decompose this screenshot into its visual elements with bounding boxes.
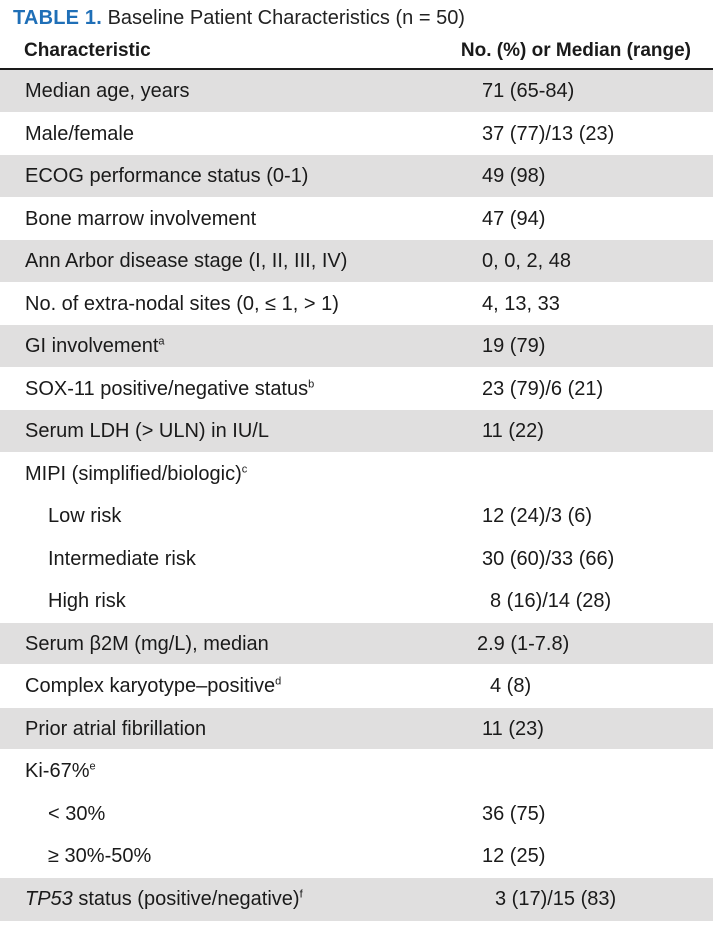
row-value: 36 (75) bbox=[482, 802, 546, 825]
row-label: High risk bbox=[48, 590, 126, 612]
row-label: < 30% bbox=[48, 802, 106, 825]
row-value: 12 (24)/3 (6) bbox=[482, 505, 593, 527]
row-label-wrap bbox=[25, 335, 165, 358]
table-row bbox=[0, 113, 713, 156]
header-characteristic: Characteristic bbox=[24, 40, 151, 61]
row-label: Male/female bbox=[25, 122, 134, 145]
table-caption bbox=[0, 0, 713, 36]
table-row bbox=[0, 283, 713, 326]
row-value: 0, 0, 2, 48 bbox=[482, 250, 571, 272]
row-label: Serum β2M (mg/L), median bbox=[25, 632, 269, 655]
table-row bbox=[0, 665, 713, 708]
row-label: SOX-11 positive/negative status bbox=[25, 377, 309, 400]
row-value: 11 (23) bbox=[482, 717, 544, 740]
row-label: Ann Arbor disease stage (I, II, III, IV) bbox=[25, 250, 348, 272]
table-row bbox=[0, 538, 713, 581]
footnote-marker: d bbox=[275, 675, 282, 688]
table-row bbox=[0, 750, 713, 793]
table-row bbox=[0, 240, 713, 283]
table-row bbox=[0, 623, 713, 666]
row-value: 47 (94) bbox=[482, 207, 546, 230]
row-label-wrap bbox=[25, 463, 247, 486]
footnote-marker: e bbox=[89, 760, 96, 773]
row-label-italic: TP53 bbox=[25, 887, 73, 910]
table-row bbox=[0, 835, 713, 878]
row-label: GI involvement bbox=[25, 335, 159, 357]
row-label: Intermediate risk bbox=[48, 547, 196, 570]
table-row bbox=[0, 708, 713, 751]
row-value: 8 (16)/14 (28) bbox=[490, 590, 612, 612]
row-value: 23 (79)/6 (21) bbox=[482, 377, 604, 400]
table-row bbox=[0, 70, 713, 113]
table-row bbox=[0, 325, 713, 368]
row-label-wrap bbox=[25, 378, 314, 401]
row-label: status (positive/negative) bbox=[72, 887, 300, 910]
table-title: Baseline Patient Characteristics (n = 50) bbox=[107, 7, 465, 29]
row-label: Median age, years bbox=[25, 80, 190, 102]
table-header bbox=[0, 36, 713, 70]
table-row bbox=[0, 368, 713, 411]
footnote-marker: a bbox=[158, 335, 165, 348]
row-label: ≥ 30%-50% bbox=[48, 845, 152, 867]
table-row bbox=[0, 495, 713, 538]
row-label: MIPI (simplified/biologic) bbox=[25, 462, 242, 485]
table-row bbox=[0, 580, 713, 623]
row-value: 4, 13, 33 bbox=[482, 292, 560, 315]
row-value: 37 (77)/13 (23) bbox=[482, 122, 615, 145]
row-value: 12 (25) bbox=[482, 845, 546, 867]
row-value: 49 (98) bbox=[482, 165, 546, 187]
row-label: Prior atrial fibrillation bbox=[25, 717, 207, 740]
table-label: TABLE 1. bbox=[13, 7, 103, 29]
row-label: Low risk bbox=[48, 505, 122, 527]
footnote-marker: c bbox=[241, 462, 248, 475]
table-row bbox=[0, 198, 713, 241]
row-label: Serum LDH (> ULN) in IU/L bbox=[25, 420, 269, 442]
row-value: 2.9 (1-7.8) bbox=[477, 632, 570, 655]
footnote-marker: b bbox=[308, 377, 315, 390]
table-row bbox=[0, 878, 713, 922]
table-row bbox=[0, 155, 713, 198]
table-row bbox=[0, 793, 713, 836]
header-value: No. (%) or Median (range) bbox=[460, 40, 691, 61]
row-value: 30 (60)/33 (66) bbox=[482, 547, 615, 570]
footnote-marker: f bbox=[299, 887, 303, 900]
row-label-wrap bbox=[25, 760, 96, 783]
row-label-wrap bbox=[25, 675, 281, 698]
row-value: 71 (65-84) bbox=[482, 80, 575, 102]
row-value: 4 (8) bbox=[490, 675, 532, 697]
row-label: Ki-67% bbox=[25, 760, 90, 782]
table-row bbox=[0, 410, 713, 453]
row-value: 19 (79) bbox=[482, 335, 546, 357]
table-body bbox=[0, 70, 713, 922]
row-value: 11 (22) bbox=[482, 420, 544, 442]
row-label: Complex karyotype–positive bbox=[25, 675, 276, 697]
row-label-wrap bbox=[25, 888, 303, 911]
table-row bbox=[0, 453, 713, 496]
row-value: 3 (17)/15 (83) bbox=[495, 887, 617, 910]
row-label: Bone marrow involvement bbox=[25, 207, 257, 230]
row-label: No. of extra-nodal sites (0, ≤ 1, > 1) bbox=[25, 292, 339, 315]
row-label: ECOG performance status (0-1) bbox=[25, 165, 309, 187]
